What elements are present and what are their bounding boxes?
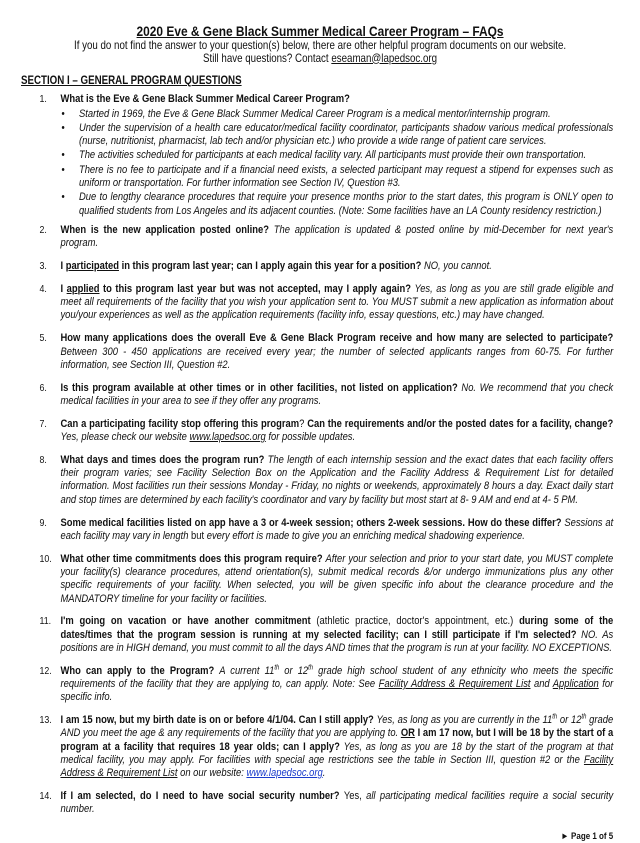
faq-item-1	[39, 93, 614, 218]
faq-number: 3.	[39, 260, 47, 273]
subtitle-line-1: If you do not find the answer to your question(s) below, there are other helpful program documents on our website.	[73, 39, 567, 52]
arrow-right-icon: ►	[560, 830, 569, 842]
bullet-icon: •	[61, 149, 65, 162]
bullet-icon: •	[61, 163, 65, 176]
answer-text: The application is updated & posted online by mid-December for next year's program.	[60, 223, 614, 250]
faq-item-9	[39, 516, 614, 544]
faq-number: 13.	[39, 714, 52, 727]
faq-number: 10.	[39, 552, 52, 565]
website-link[interactable]: www.lapedsoc.org	[189, 431, 266, 444]
answer-text: The length of each internship session and the exact dates that each facility offers their program varies; see Facility Selection Box on the Application and the Facility Address & Requirement List for detailed information. Most facilities run their sessions Monday - Friday, no nights or weekends, approximately 8 hours a day. Exact daily start and stop times are determined by each facility's coordinator and vary by facility but most start at 8- 9 AM and end at 4- 5 PM.	[60, 453, 614, 506]
faq-number: 4.	[39, 282, 47, 295]
question-text: Can a participating facility stop offering this program	[60, 417, 300, 430]
answer-text: Yes, as long as you are 18 by the start of the program at that medical facility, you may apply. For facilities with special age restrictions see the table in Section III, question #2 or the	[60, 740, 614, 766]
answer-text: or 12	[279, 664, 309, 677]
answer-text: .	[322, 767, 326, 780]
faq-number: 11.	[39, 615, 52, 628]
bullet-item	[60, 108, 613, 121]
question-text: OR	[400, 727, 415, 740]
question-text: I'm going on vacation or have another commitment	[60, 615, 317, 628]
bullet-text: There is no fee to participate and if a financial need exists, a selected participant may request a stipend for expenses such as uniform or transportation. For further information see Section IV, Question #3.	[78, 163, 614, 190]
answer-text: A current 11	[219, 664, 275, 677]
page-number: Page 1 of 5	[571, 830, 614, 842]
bullet-item	[60, 164, 613, 191]
page-footer	[0, 830, 613, 843]
answer-text: and	[530, 677, 553, 690]
question-text: If I am selected, do I need to have social security number?	[60, 790, 344, 803]
question-text: I am 17 now, but I will be 18 by the start of a program at a facility that requires 18 year olds; can I apply?	[60, 727, 614, 753]
answer-text: ?	[299, 417, 308, 430]
bullet-item	[60, 191, 613, 218]
answer-text: Facility Address & Requirement List	[60, 753, 614, 780]
question-text: I am 15 now, but my birth date is on or before 4/1/04. Can I still apply?	[60, 714, 377, 727]
question-text: Is this program available at other times or in other facilities, not listed on application?	[60, 381, 462, 394]
faq-number: 2.	[39, 223, 47, 236]
section-title: SECTION I – GENERAL PROGRAM QUESTIONS	[21, 74, 242, 87]
faq-item-12	[39, 663, 614, 705]
answer-text: or 12	[557, 714, 582, 727]
question-text: during some of the dates/times that the program session is running at my selected facility; can I still participate if I'm selected?	[60, 615, 614, 641]
answer-text: all participating medical facilities require a social security number.	[60, 790, 614, 816]
faq-number: 12.	[39, 664, 52, 677]
answer-text: Yes,	[343, 790, 367, 803]
answer-text: th	[274, 663, 280, 671]
question-text: What is the Eve & Gene Black Summer Medical Career Program?	[60, 93, 350, 106]
question-text: When is the new application posted online?	[60, 223, 274, 236]
answer-text: th	[581, 713, 587, 721]
answer-text: NO, you cannot.	[423, 260, 492, 273]
answer-text: (athletic practice, doctor's appointment, etc.)	[316, 615, 520, 628]
bullet-icon: •	[61, 107, 65, 120]
website-link[interactable]: www.lapedsoc.org	[246, 767, 323, 780]
subtitle-line-2	[0, 53, 640, 66]
faq-item-13	[39, 713, 614, 780]
question-text: Who can apply to the Program?	[60, 664, 220, 677]
faq-number: 5.	[39, 332, 47, 345]
question-text: applied	[66, 282, 100, 295]
answer-text: grade AND you meet the age & any requirements of the facility that you are applying to.	[60, 714, 614, 740]
answer-text: th	[308, 663, 314, 671]
faq-item-8	[39, 453, 614, 507]
bullet-text: Started in 1969, the Eve & Gene Black Summer Medical Career Program is a medical mentor/internship program.	[78, 107, 551, 120]
bullet-icon: •	[61, 121, 65, 134]
contact-prefix: Still have questions? Contact	[203, 51, 332, 65]
question-text: in this program last year; can I apply again this year for a position?	[118, 260, 424, 273]
question-text: Can the requirements and/or the posted dates for a facility, change?	[307, 417, 614, 430]
answer-text: for specific info.	[60, 677, 614, 704]
answer-text: every effort is made to give you an enriching medical shadowing experience.	[206, 529, 525, 542]
answer-text: NO. As positions are in HIGH demand, you must commit to all the days AND times that the program is run at your facility. NO EXCEPTIONS.	[60, 628, 614, 654]
faq-number: 8.	[39, 453, 47, 466]
faq-item-3	[39, 260, 613, 273]
faq-number: 9.	[39, 516, 47, 529]
answer-text: grade high school student of any ethnicity who meets the specific requirements of the facility that they are applying to, can apply. Note: See	[60, 664, 614, 690]
question-text: How many applications does the overall Eve & Gene Black Program receive and how many are selected to participate?	[60, 332, 614, 345]
answer-text: Yes, as long as you are currently in the 11	[376, 714, 553, 727]
page-title: 2020 Eve & Gene Black Summer Medical Career Program – FAQs	[136, 24, 504, 40]
faq-item-2	[39, 223, 614, 251]
answer-text: Facility Address & Requirement List	[378, 677, 531, 690]
answer-text: Sessions at each facility may vary in length	[60, 516, 614, 542]
bullet-icon: •	[61, 191, 65, 204]
answer-text: Application	[552, 677, 599, 690]
answer-text: Yes, please check our website	[60, 431, 190, 444]
bullet-text: Under the supervision of a health care educator/medical facility coordinator, participants shadow various medical professionals (nurse, nutritionist, pharmacist, lab tech and/or physician etc.) who provide a wide range of patient care services.	[78, 121, 614, 148]
bullet-text: Due to lengthy clearance procedures that require your presence months prior to the start dates, this program is ONLY open to qualified students from Los Angeles and its adjacent counties. (Note: Some facilities have an LA County residency restriction.)	[78, 191, 614, 217]
faq-item-11	[39, 615, 614, 655]
answer-text: No. We recommend that you check medical facilities in your area to see if they offer any programs.	[60, 381, 614, 407]
faq-item-6	[39, 381, 614, 409]
contact-email-link[interactable]: eseaman@lapedsoc.org	[331, 51, 438, 65]
faq-item-10	[39, 552, 614, 606]
faq-item-7	[39, 417, 614, 445]
faq-item-14	[39, 790, 614, 817]
answer-text: th	[552, 713, 558, 721]
question-text: to this program last year but was not accepted, may I apply again?	[99, 282, 415, 295]
faq-number: 14.	[39, 790, 52, 803]
answer-text: but	[188, 529, 207, 542]
answer-text: Yes, as long as you are still grade eligible and meet all requirements of the facility that you wish your application sent to. You MUST submit a new application as information about you/your experiences as well as the application requirements (facility info, essay questions, etc.) may have changed.	[60, 282, 614, 322]
faq-number: 6.	[39, 381, 47, 394]
question-text: What days and times does the program run?	[60, 453, 268, 466]
question-text: Some medical facilities listed on app have a 3 or 4-week session; others 2-week sessions. How do these differ?	[60, 516, 565, 529]
answer-text: on our website:	[177, 767, 247, 780]
bullet-text: The activities scheduled for participants at each medical facility vary. All participants must provide their own transportation.	[78, 149, 587, 162]
faq-item-5	[39, 332, 614, 372]
bullet-list	[60, 108, 613, 218]
faq-number: 1.	[39, 93, 47, 106]
answer-text: for possible updates.	[265, 431, 356, 444]
answer-text: Between 300 - 450 applications are received every year; the number of selected applicants ranges from 60-75. For further information, see Section III, Question #2.	[60, 345, 614, 371]
question-text: What other time commitments does this program require?	[60, 552, 326, 565]
question-text: I	[60, 260, 66, 273]
faq-list	[0, 93, 640, 816]
faq-number: 7.	[39, 417, 47, 430]
question-text: participated	[65, 260, 119, 273]
bullet-item	[60, 149, 613, 162]
faq-item-4	[39, 282, 614, 323]
answer-text: After your selection and prior to your start date, you MUST complete your facility(s) clearance procedures, attend orientation(s), submit medical records &/or undergo immunizations plus any other specific requirements of your facility. When selected, you will be given specific info about the clearance procedure and the MANDATORY timeline for your facility or facilities.	[60, 552, 614, 605]
question-text: I	[60, 282, 67, 295]
bullet-item	[60, 122, 613, 149]
